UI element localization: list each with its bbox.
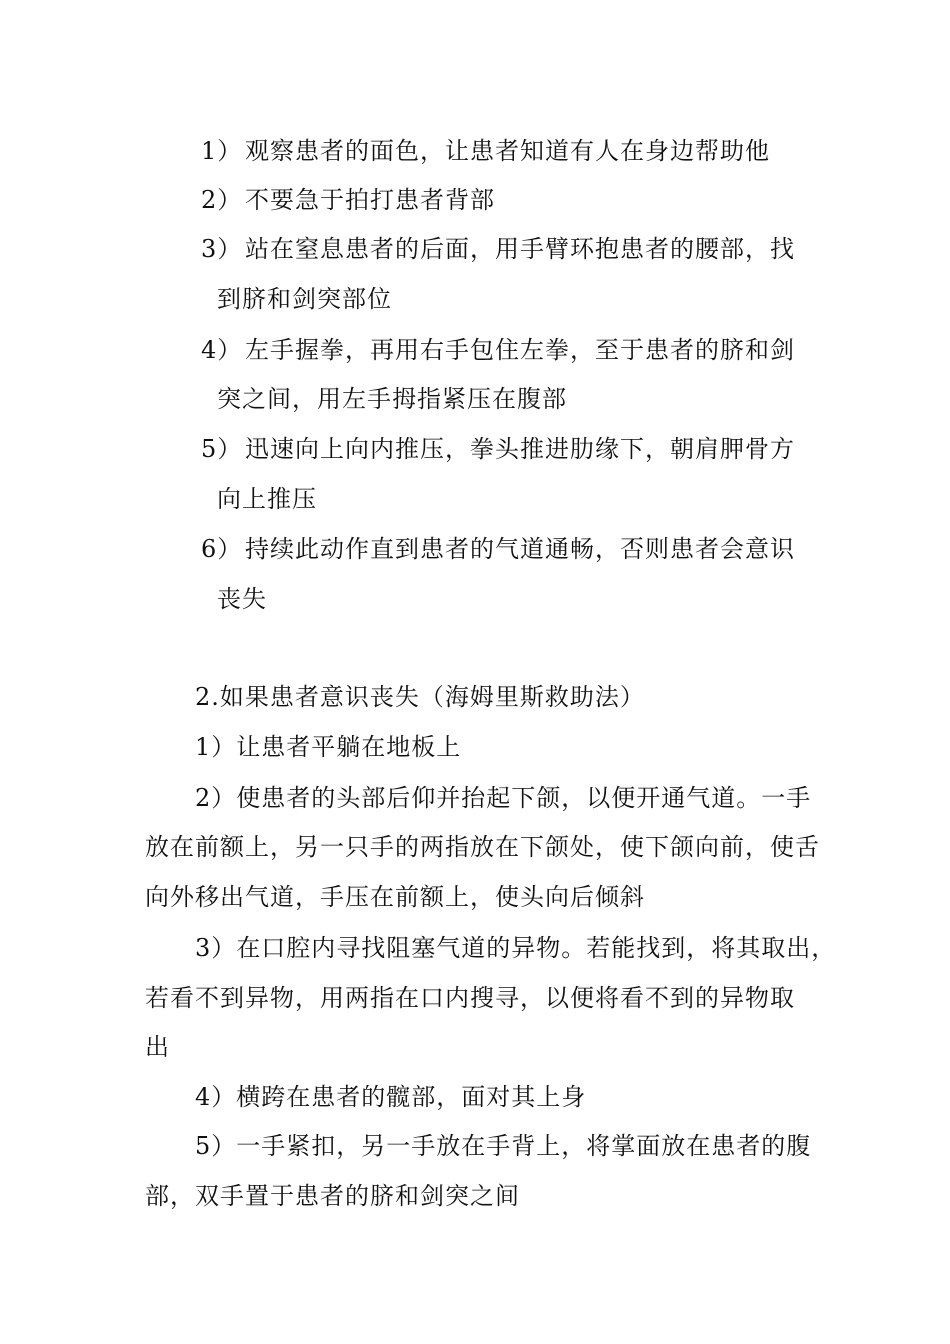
list-text: 观察患者的面色，让患者知道有人在身边帮助他 [245,137,770,165]
step-1: 1）让患者平躺在地板上 [195,733,462,761]
list-text: 不要急于拍打患者背部 [245,186,495,214]
step-2-line-2: 放在前额上，另一只手的两指放在下颌处，使下颌向前，使舌 [145,833,820,861]
step-3-line-2: 若看不到异物，用两指在口内搜寻，以便将看不到的异物取 [145,984,795,1012]
list-item-6 [201,534,795,564]
step-3: 3）在口腔内寻找阻塞气道的异物。若能找到，将其取出， [195,934,837,962]
section-heading: 2.如果患者意识丧失（海姆里斯救助法） [195,683,645,711]
list-text: 左手握拳，再用右手包住左拳，至于患者的脐和剑 [245,336,795,364]
step-3-line-3: 出 [145,1033,170,1061]
step-5-line-2: 部，双手置于患者的脐和剑突之间 [145,1182,520,1210]
list-text: 站在窒息患者的后面，用手臂环抱患者的腰部，找 [245,235,795,263]
list-text: 迅速向上向内推压，拳头推进肋缘下，朝肩胛骨方 [245,435,795,463]
list-number: 4） [201,336,243,364]
list-number: 5） [201,435,243,463]
step-2: 2）使患者的头部后仰并抬起下颌，以便开通气道。一手 [195,784,812,812]
list-item-1 [201,136,770,166]
list-text: 持续此动作直到患者的气道通畅，否则患者会意识 [245,535,795,563]
list-number: 3） [201,235,243,263]
step-2-line-3: 向外移出气道，手压在前额上，使头向后倾斜 [145,883,645,911]
list-item-3 [201,234,795,264]
list-item-2 [201,185,495,215]
list-number: 1） [201,137,243,165]
list-item-3-continuation: 到脐和剑突部位 [217,285,392,313]
step-5: 5）一手紧扣，另一手放在手背上，将掌面放在患者的腹 [195,1132,812,1160]
list-item-4-continuation: 突之间，用左手拇指紧压在腹部 [217,385,567,413]
list-item-5-continuation: 向上推压 [217,485,317,513]
step-4: 4）横跨在患者的髋部，面对其上身 [195,1083,587,1111]
list-number: 6） [201,535,243,563]
list-item-5 [201,434,795,464]
list-number: 2） [201,186,243,214]
list-item-6-continuation: 丧失 [217,585,267,613]
list-item-4 [201,335,795,365]
